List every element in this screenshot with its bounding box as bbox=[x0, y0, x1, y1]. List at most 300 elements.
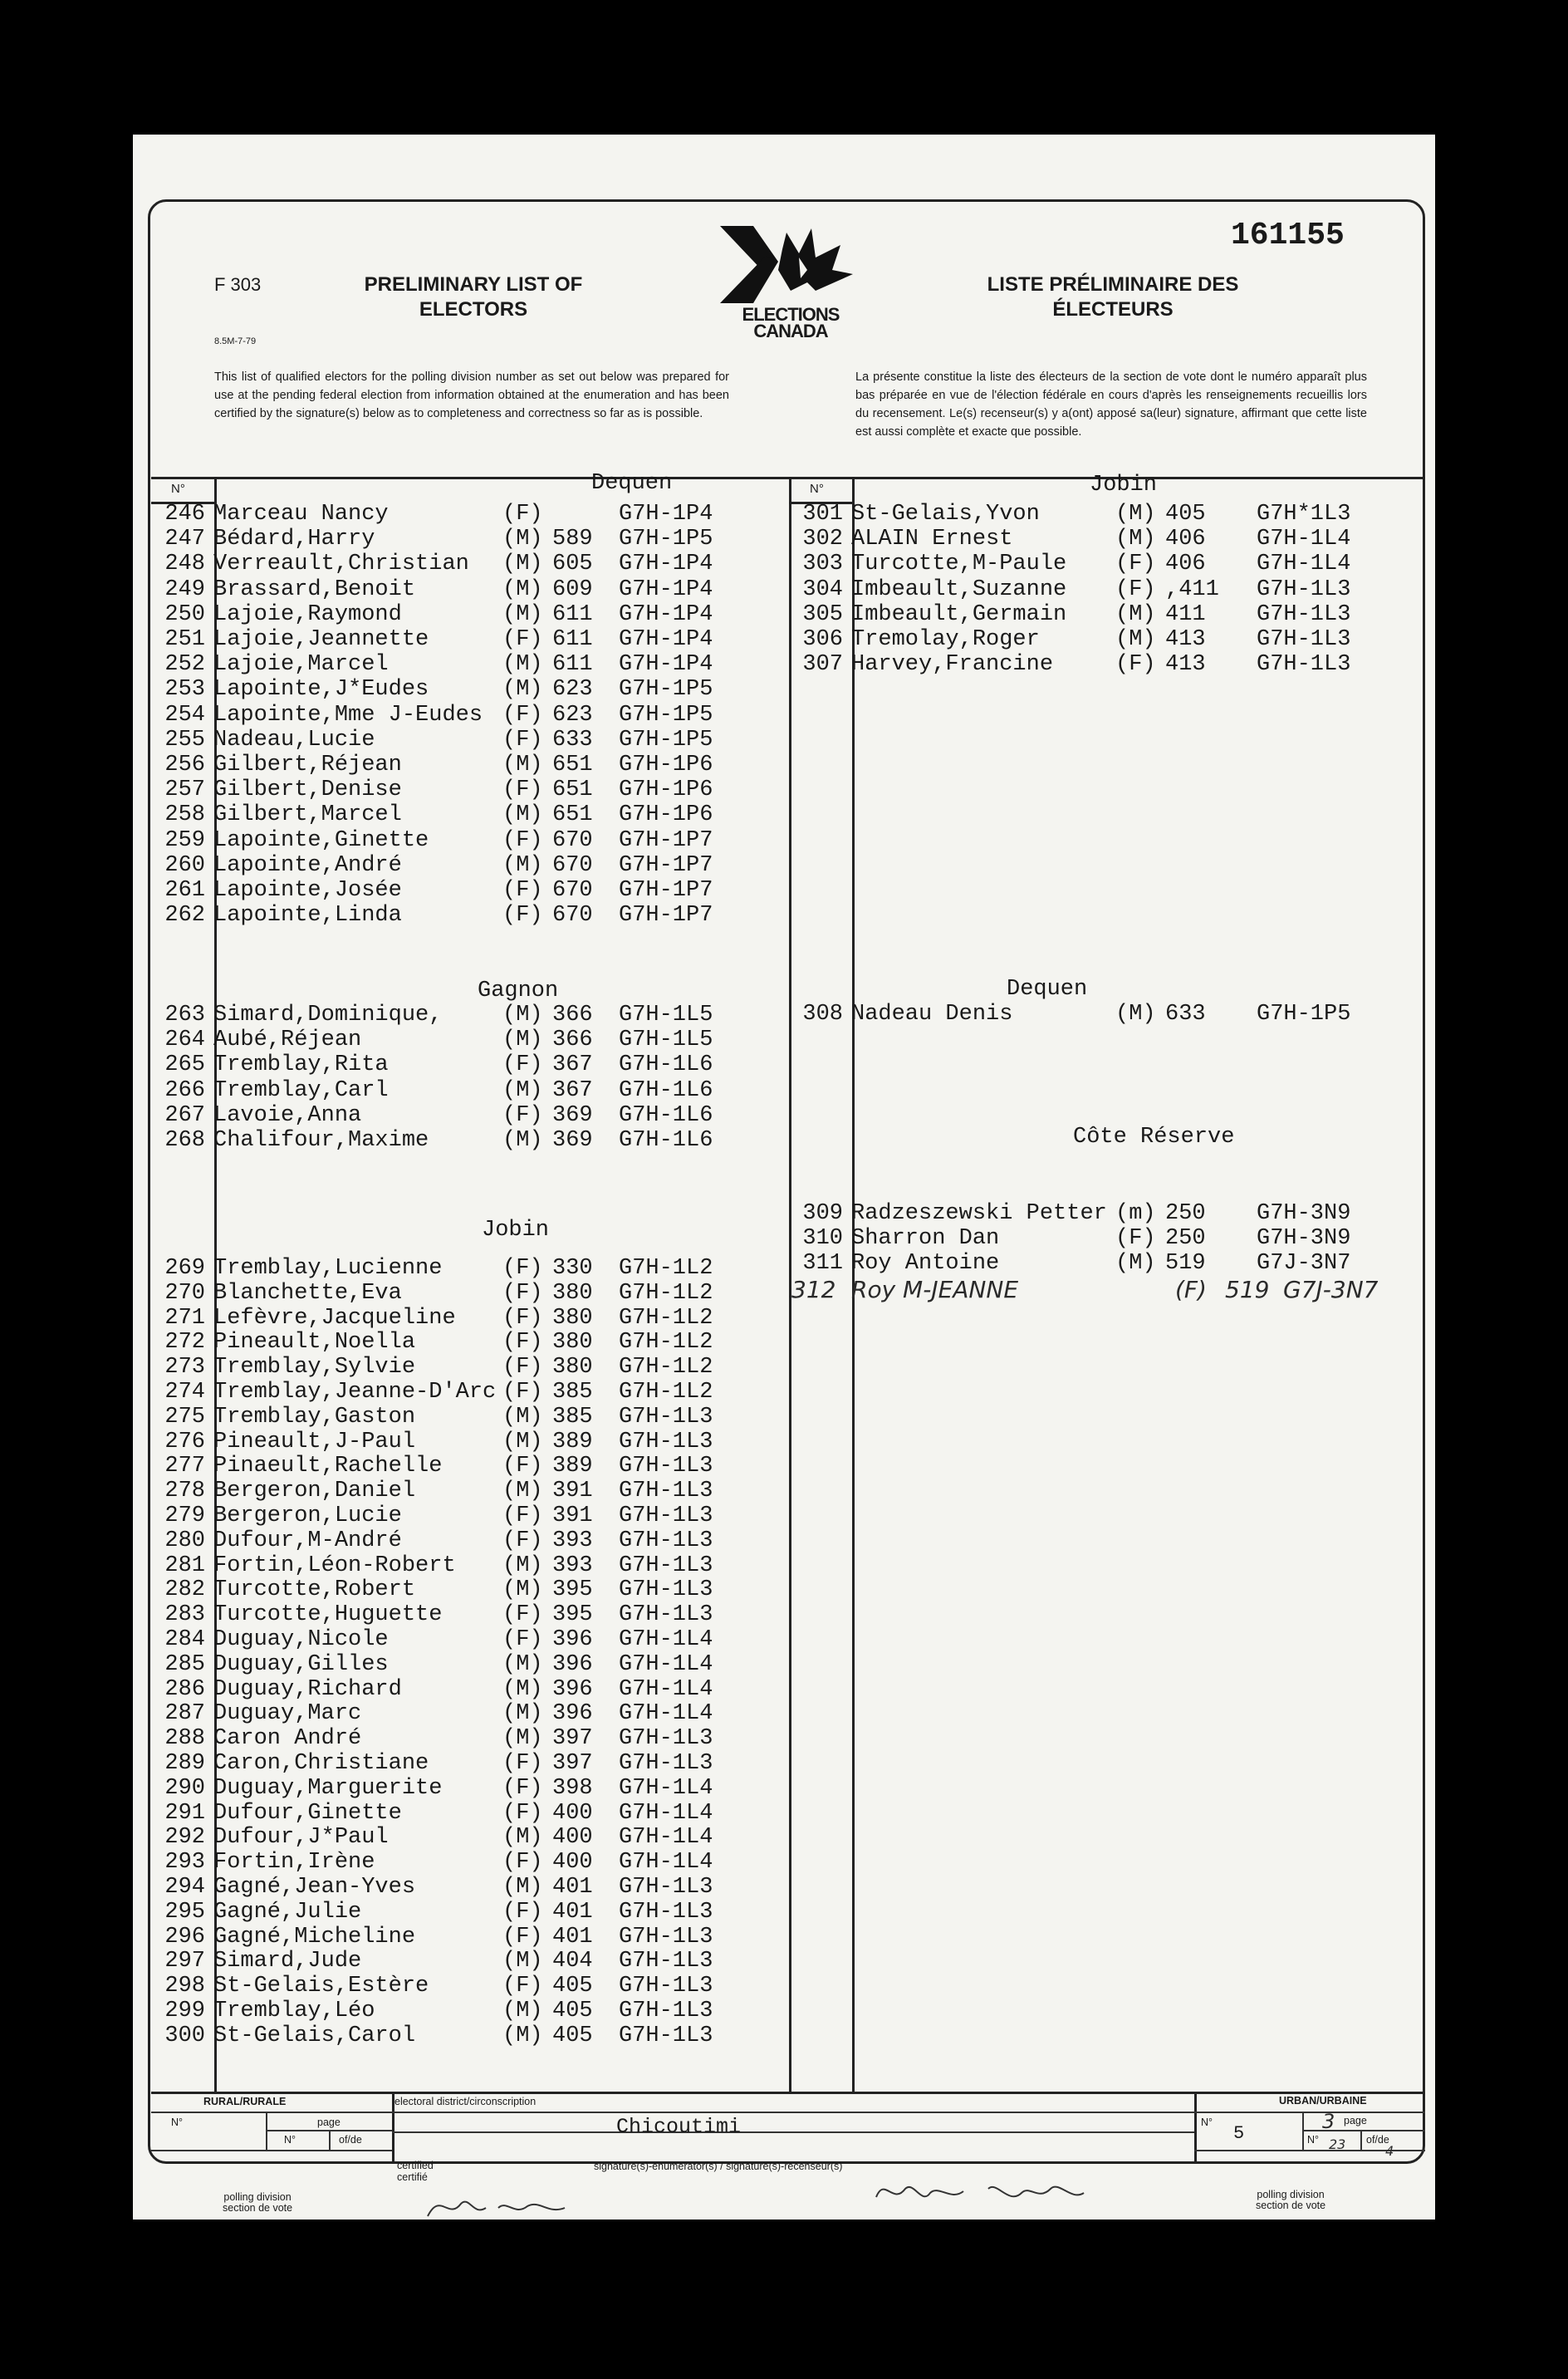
elector-name: Lapointe,Linda bbox=[213, 903, 402, 929]
elector-number: 311 bbox=[802, 1251, 843, 1277]
elector-sex: (M) bbox=[1115, 1002, 1156, 1027]
elector-sex: (F) bbox=[502, 627, 543, 652]
elector-number: 277 bbox=[164, 1454, 205, 1479]
elector-name: Simard,Dominique, bbox=[213, 1003, 443, 1028]
elector-number: 301 bbox=[802, 502, 843, 527]
elector-sex: (F) bbox=[502, 1974, 543, 1999]
elector-sex: (M) bbox=[502, 1077, 543, 1103]
elector-row bbox=[154, 627, 785, 654]
elector-sex: (F) bbox=[502, 727, 543, 753]
elector-row bbox=[154, 527, 785, 553]
elector-row bbox=[154, 1528, 785, 1555]
elector-number: 296 bbox=[164, 1924, 205, 1950]
heading-jobin-left: Jobin bbox=[482, 1218, 550, 1243]
elector-number: 269 bbox=[164, 1256, 205, 1281]
elector-name: Tremolay,Roger bbox=[851, 627, 1040, 652]
elector-row bbox=[154, 1128, 785, 1155]
elector-sex: (M) bbox=[502, 1875, 543, 1900]
elector-postal-code: G7H-1L4 bbox=[619, 1850, 713, 1876]
elector-number: 262 bbox=[164, 903, 205, 929]
elector-address: 401 bbox=[552, 1924, 593, 1950]
elector-number: 275 bbox=[164, 1404, 205, 1430]
elector-row bbox=[154, 1801, 785, 1827]
elector-number: 254 bbox=[164, 702, 205, 728]
rural-polling-division: polling division section de vote bbox=[223, 2191, 293, 2214]
elector-row bbox=[154, 1999, 785, 2025]
elector-postal-code: G7H-1L2 bbox=[619, 1380, 713, 1405]
rural-label: RURAL/RURALE bbox=[203, 2096, 287, 2107]
elector-address: 380 bbox=[552, 1280, 593, 1306]
elector-row bbox=[154, 1602, 785, 1629]
elector-sex: (M) bbox=[502, 527, 543, 552]
heading-dequen-left: Dequen bbox=[591, 471, 673, 496]
elector-sex: (F) bbox=[502, 1627, 543, 1652]
elector-postal-code: G7H-1P5 bbox=[619, 677, 713, 703]
elector-sex: (M) bbox=[1115, 502, 1156, 527]
elector-name: Gilbert,Marcel bbox=[213, 802, 402, 828]
elector-sex: (M) bbox=[502, 1825, 543, 1851]
elector-postal-code: G7H-1P7 bbox=[619, 903, 713, 929]
elector-postal-code: G7H-1P7 bbox=[619, 827, 713, 853]
elector-postal-code: G7H-1L4 bbox=[619, 1701, 713, 1727]
elector-address: 633 bbox=[552, 727, 593, 753]
elector-number: 303 bbox=[802, 552, 843, 577]
elector-sex: (M) bbox=[502, 1552, 543, 1578]
elector-sex: (F) bbox=[502, 1602, 543, 1628]
elector-postal-code: G7H-1L3 bbox=[619, 1875, 713, 1900]
signature-label: signature(s)-enumerator(s) / signature(s)-recenseur(s) bbox=[594, 2161, 843, 2172]
elector-postal-code: G7H-1P5 bbox=[619, 702, 713, 728]
elector-address: 391 bbox=[552, 1479, 593, 1504]
elector-postal-code: G7H-1L3 bbox=[619, 2023, 713, 2048]
urban-label: URBAN/URBAINE bbox=[1279, 2095, 1367, 2107]
elector-address: 397 bbox=[552, 1726, 593, 1752]
elector-number: 290 bbox=[164, 1775, 205, 1801]
elector-number: 283 bbox=[164, 1602, 205, 1628]
elector-sex: (F) bbox=[502, 1528, 543, 1553]
elector-postal-code: G7J-3N7 bbox=[1257, 1251, 1351, 1277]
elector-address: 393 bbox=[552, 1528, 593, 1553]
elector-address: 396 bbox=[552, 1701, 593, 1727]
elector-postal-code: G7H-1L3 bbox=[619, 1924, 713, 1950]
elector-sex: (M) bbox=[502, 753, 543, 777]
elector-sex: (M) bbox=[502, 652, 543, 678]
elections-canada-logo: ELECTIONS CANADA bbox=[708, 224, 874, 341]
elector-name: Tremblay,Sylvie bbox=[213, 1355, 416, 1381]
elector-address: 401 bbox=[552, 1899, 593, 1925]
elector-name: Harvey,Francine bbox=[851, 652, 1054, 678]
elector-name: Tremblay,Gaston bbox=[213, 1404, 416, 1430]
elector-address: 396 bbox=[552, 1627, 593, 1652]
elector-row bbox=[154, 1454, 785, 1480]
elector-number: 272 bbox=[164, 1330, 205, 1356]
elector-name: Brassard,Benoit bbox=[213, 576, 416, 602]
elector-sex: (F) bbox=[502, 1102, 543, 1128]
elector-address: 651 bbox=[552, 802, 593, 828]
no-header-right: N° bbox=[810, 482, 824, 496]
urban-no2-value: 23 bbox=[1329, 2136, 1346, 2152]
elector-sex: (M) bbox=[1115, 1251, 1156, 1277]
elector-postal-code: G7H-1L4 bbox=[1257, 552, 1351, 577]
footer-urban-rule bbox=[1194, 2112, 1425, 2113]
district-value: Chicoutimi bbox=[616, 2115, 742, 2139]
elector-name: Fortin,Léon-Robert bbox=[213, 1552, 456, 1578]
elector-sex: (F) bbox=[502, 1330, 543, 1356]
elector-postal-code: G7H-1L5 bbox=[619, 1003, 713, 1028]
elector-row bbox=[791, 502, 1423, 528]
elector-row bbox=[154, 1281, 785, 1307]
elector-name: Turcotte,Robert bbox=[213, 1577, 416, 1603]
elector-number: 306 bbox=[802, 627, 843, 652]
elector-postal-code: G7H-1L4 bbox=[619, 1800, 713, 1826]
elector-name: Roy Antoine bbox=[851, 1251, 1000, 1277]
title-fr: LISTE PRÉLIMINAIRE DES ÉLECTEURS bbox=[987, 273, 1239, 321]
elector-number: 282 bbox=[164, 1577, 205, 1603]
elector-number: 293 bbox=[164, 1850, 205, 1876]
elector-address: 609 bbox=[552, 576, 593, 602]
elector-row bbox=[154, 1949, 785, 1975]
elector-sex: (F) bbox=[502, 1775, 543, 1801]
elector-name: Duguay,Gilles bbox=[213, 1651, 389, 1677]
elector-address: 605 bbox=[552, 552, 593, 577]
elector-row bbox=[154, 703, 785, 729]
elector-sex: (F) bbox=[502, 1454, 543, 1479]
elector-name: Caron,Christiane bbox=[213, 1751, 429, 1776]
elector-row bbox=[154, 1974, 785, 2000]
elector-row bbox=[791, 1201, 1423, 1228]
elector-row bbox=[154, 828, 785, 855]
elector-postal-code: G7H*1L3 bbox=[1257, 502, 1351, 527]
elector-name: Duguay,Richard bbox=[213, 1676, 402, 1702]
elector-row bbox=[154, 577, 785, 604]
elector-name: Pinaeult,Rachelle bbox=[213, 1454, 443, 1479]
elector-address: 393 bbox=[552, 1552, 593, 1578]
elector-address: 400 bbox=[552, 1850, 593, 1876]
footer-rule-9 bbox=[1360, 2130, 1362, 2150]
elector-row bbox=[154, 1577, 785, 1604]
elector-row bbox=[154, 1850, 785, 1876]
elector-number: 246 bbox=[164, 502, 205, 527]
urban-polling-division: polling division section de vote bbox=[1256, 2189, 1326, 2211]
elector-name: Turcotte,Huguette bbox=[213, 1602, 443, 1628]
elector-address: 611 bbox=[552, 652, 593, 678]
elector-row bbox=[154, 728, 785, 754]
elector-sex: (F) bbox=[502, 1280, 543, 1306]
elector-name: St-Gelais,Carol bbox=[213, 2023, 416, 2048]
elector-row bbox=[154, 753, 785, 779]
elector-row bbox=[154, 1677, 785, 1704]
elector-address: 400 bbox=[552, 1825, 593, 1851]
elector-address: 385 bbox=[552, 1404, 593, 1430]
elector-postal-code: G7H-1L4 bbox=[1257, 527, 1351, 552]
elector-sex: (F) bbox=[1115, 552, 1156, 577]
elector-name: Tremblay,Léo bbox=[213, 1999, 375, 2023]
print-code: 8.5M-7-79 bbox=[214, 336, 257, 346]
elector-postal-code: G7H-1L6 bbox=[619, 1128, 713, 1153]
elector-postal-code: G7H-1P5 bbox=[1257, 1002, 1351, 1027]
elector-number: 259 bbox=[164, 827, 205, 853]
elector-address: 366 bbox=[552, 1028, 593, 1053]
elector-name: Lavoie,Anna bbox=[213, 1102, 362, 1128]
elector-row bbox=[154, 1900, 785, 1926]
elector-address: 366 bbox=[552, 1003, 593, 1028]
elector-name: Turcotte,M-Paule bbox=[851, 552, 1067, 577]
elector-address: 380 bbox=[552, 1305, 593, 1331]
elector-row bbox=[154, 1701, 785, 1728]
elector-sex: (M) bbox=[502, 1479, 543, 1504]
elector-postal-code: G7H-1L4 bbox=[619, 1825, 713, 1851]
elector-sex: (F) bbox=[502, 1751, 543, 1776]
elector-address: 396 bbox=[552, 1651, 593, 1677]
elector-address: 406 bbox=[1165, 527, 1206, 552]
handwritten-entry: 312 Roy M-JEANNE (F) 519 G7J-3N7 bbox=[791, 1276, 1379, 1303]
elector-row bbox=[154, 652, 785, 679]
elector-row bbox=[154, 1256, 785, 1283]
elector-row bbox=[791, 652, 1423, 679]
elector-sex: (F) bbox=[502, 502, 543, 527]
elector-address: 380 bbox=[552, 1355, 593, 1381]
elector-address: 385 bbox=[552, 1380, 593, 1405]
elector-row bbox=[791, 1251, 1423, 1278]
elector-postal-code: G7H-1L4 bbox=[619, 1775, 713, 1801]
rural-of-label: of/de bbox=[339, 2134, 362, 2146]
elector-sex: (F) bbox=[502, 702, 543, 728]
elector-address: 395 bbox=[552, 1602, 593, 1628]
elector-number: 270 bbox=[164, 1280, 205, 1306]
elector-address: 405 bbox=[552, 1999, 593, 2023]
elector-postal-code: G7H-1P4 bbox=[619, 601, 713, 627]
elector-postal-code: G7H-1L3 bbox=[619, 1999, 713, 2023]
elector-number: 252 bbox=[164, 652, 205, 678]
elector-postal-code: G7H-1L3 bbox=[619, 1552, 713, 1578]
elector-number: 299 bbox=[164, 1999, 205, 2023]
elector-postal-code: G7H-1L3 bbox=[619, 1726, 713, 1752]
elector-name: Nadeau,Lucie bbox=[213, 727, 375, 753]
heading-cote-reserve: Côte Réserve bbox=[1073, 1125, 1235, 1150]
elector-postal-code: G7H-1L6 bbox=[619, 1077, 713, 1103]
elector-postal-code: G7H-1L3 bbox=[1257, 601, 1351, 627]
elector-name: Simard,Jude bbox=[213, 1949, 362, 1974]
footer-rule-12 bbox=[392, 2131, 1194, 2133]
elector-address: 395 bbox=[552, 1577, 593, 1603]
elector-row bbox=[791, 577, 1423, 604]
elector-address: 330 bbox=[552, 1256, 593, 1281]
elector-row bbox=[154, 802, 785, 829]
elector-address: 651 bbox=[552, 777, 593, 803]
elector-address: 250 bbox=[1165, 1226, 1206, 1252]
elector-sex: (M) bbox=[502, 852, 543, 878]
elector-postal-code: G7H-1L3 bbox=[619, 1751, 713, 1776]
elector-name: Gagné,Jean-Yves bbox=[213, 1875, 416, 1900]
elector-number: 281 bbox=[164, 1552, 205, 1578]
elector-sex: (M) bbox=[502, 1726, 543, 1752]
elector-name: Blanchette,Eva bbox=[213, 1280, 402, 1306]
elector-row bbox=[791, 627, 1423, 654]
elector-number: 257 bbox=[164, 777, 205, 803]
elector-address: 413 bbox=[1165, 627, 1206, 652]
elector-sex: (M) bbox=[1115, 601, 1156, 627]
heading-jobin-right: Jobin bbox=[1090, 473, 1158, 498]
urban-no2-label: N° bbox=[1307, 2134, 1320, 2146]
elector-number: 263 bbox=[164, 1003, 205, 1028]
elector-address: 369 bbox=[552, 1128, 593, 1153]
elector-address: 389 bbox=[552, 1429, 593, 1454]
elector-number: 248 bbox=[164, 552, 205, 577]
elector-row bbox=[154, 677, 785, 704]
elector-postal-code: G7H-1L3 bbox=[1257, 576, 1351, 602]
elector-name: Duguay,Marc bbox=[213, 1701, 362, 1727]
elector-postal-code: G7H-1P6 bbox=[619, 802, 713, 828]
elector-name: Sharron Dan bbox=[851, 1226, 1000, 1252]
signature-1 bbox=[424, 2183, 590, 2224]
elector-postal-code: G7H-1L3 bbox=[619, 1899, 713, 1925]
elector-number: 279 bbox=[164, 1503, 205, 1528]
elector-sex: (F) bbox=[502, 1380, 543, 1405]
elector-address: 404 bbox=[552, 1949, 593, 1974]
elector-sex: (M) bbox=[502, 601, 543, 627]
rural-no2-label: N° bbox=[284, 2134, 296, 2146]
elector-sex: (M) bbox=[502, 576, 543, 602]
elector-number: 276 bbox=[164, 1429, 205, 1454]
elector-address: 589 bbox=[552, 527, 593, 552]
elector-address: 389 bbox=[552, 1454, 593, 1479]
elector-postal-code: G7H-1P6 bbox=[619, 777, 713, 803]
elector-sex: (F) bbox=[1115, 652, 1156, 678]
elector-postal-code: G7H-1P5 bbox=[619, 727, 713, 753]
elector-number: 307 bbox=[802, 652, 843, 678]
certified-label: certified certifié bbox=[397, 2160, 434, 2183]
elector-number: 309 bbox=[802, 1201, 843, 1226]
elector-name: Tremblay,Jeanne-D'Arc bbox=[213, 1380, 497, 1405]
elector-name: Bergeron,Daniel bbox=[213, 1479, 416, 1504]
elector-name: Chalifour,Maxime bbox=[213, 1128, 429, 1153]
elector-number: 266 bbox=[164, 1077, 205, 1103]
elector-row bbox=[791, 1002, 1423, 1028]
elector-address: 611 bbox=[552, 627, 593, 652]
elector-number: 264 bbox=[164, 1028, 205, 1053]
elector-number: 284 bbox=[164, 1627, 205, 1652]
elector-row bbox=[154, 777, 785, 804]
urban-of-label: of/de bbox=[1366, 2134, 1389, 2146]
rural-no-label: N° bbox=[171, 2117, 184, 2128]
elector-sex: (F) bbox=[502, 903, 543, 929]
elector-name: Lajoie,Marcel bbox=[213, 652, 389, 678]
elector-name: Lapointe,Ginette bbox=[213, 827, 429, 853]
elector-sex: (F) bbox=[1115, 576, 1156, 602]
elector-name: St-Gelais,Yvon bbox=[851, 502, 1040, 527]
elector-address: 400 bbox=[552, 1800, 593, 1826]
elector-sex: (M) bbox=[502, 1577, 543, 1603]
elector-address: 250 bbox=[1165, 1201, 1206, 1226]
elector-name: Duguay,Marguerite bbox=[213, 1775, 443, 1801]
elector-number: 286 bbox=[164, 1676, 205, 1702]
elector-address: 670 bbox=[552, 878, 593, 903]
elector-sex: (F) bbox=[502, 1305, 543, 1331]
elector-name: Lajoie,Raymond bbox=[213, 601, 402, 627]
elector-sex: (M) bbox=[1115, 527, 1156, 552]
elector-number: 251 bbox=[164, 627, 205, 652]
elector-name: St-Gelais,Estère bbox=[213, 1974, 429, 1999]
elector-address: 413 bbox=[1165, 652, 1206, 678]
elector-postal-code: G7H-1L3 bbox=[619, 1429, 713, 1454]
elector-sex: (M) bbox=[502, 802, 543, 828]
elector-number: 288 bbox=[164, 1726, 205, 1752]
elector-postal-code: G7H-1L2 bbox=[619, 1355, 713, 1381]
elector-row bbox=[791, 602, 1423, 629]
elector-sex: (M) bbox=[502, 1999, 543, 2023]
elector-sex: (m) bbox=[1115, 1201, 1156, 1226]
elector-address: 405 bbox=[1165, 502, 1206, 527]
elector-number: 308 bbox=[802, 1002, 843, 1027]
elector-postal-code: G7H-1L6 bbox=[619, 1052, 713, 1078]
elector-postal-code: G7H-1L4 bbox=[619, 1627, 713, 1652]
no-header-left: N° bbox=[171, 482, 185, 496]
form-code: F 303 bbox=[214, 274, 262, 295]
elector-address: 405 bbox=[552, 1974, 593, 1999]
elector-name: Bédard,Harry bbox=[213, 527, 375, 552]
serial-number: 161155 bbox=[1231, 218, 1345, 253]
elector-postal-code: G7H-1P6 bbox=[619, 753, 713, 777]
elector-postal-code: G7H-1L3 bbox=[619, 1404, 713, 1430]
elector-number: 280 bbox=[164, 1528, 205, 1553]
elector-sex: (M) bbox=[502, 1701, 543, 1727]
elector-name: Pineault,Noella bbox=[213, 1330, 416, 1356]
elector-number: 291 bbox=[164, 1800, 205, 1826]
elector-row bbox=[791, 1226, 1423, 1253]
elector-row bbox=[154, 502, 785, 528]
elector-row bbox=[154, 1925, 785, 1951]
elector-postal-code: G7H-1L3 bbox=[619, 1602, 713, 1628]
elector-postal-code: G7H-1L3 bbox=[619, 1974, 713, 1999]
elector-sex: (F) bbox=[502, 1256, 543, 1281]
elector-postal-code: G7H-1L3 bbox=[619, 1528, 713, 1553]
signature-2 bbox=[872, 2168, 1088, 2218]
elector-sex: (M) bbox=[502, 1676, 543, 1702]
elector-name: Pineault,J-Paul bbox=[213, 1429, 416, 1454]
elector-row bbox=[154, 1330, 785, 1356]
elector-name: Tremblay,Rita bbox=[213, 1052, 389, 1078]
elector-name: Gagné,Micheline bbox=[213, 1924, 416, 1950]
elector-number: 297 bbox=[164, 1949, 205, 1974]
elector-postal-code: G7H-1L3 bbox=[619, 1479, 713, 1504]
elector-address: 611 bbox=[552, 601, 593, 627]
elector-address: 391 bbox=[552, 1503, 593, 1528]
elector-number: 267 bbox=[164, 1102, 205, 1128]
elector-row bbox=[154, 552, 785, 578]
elector-name: Imbeault,Germain bbox=[851, 601, 1067, 627]
elector-address: 670 bbox=[552, 827, 593, 853]
elector-row bbox=[154, 1078, 785, 1105]
elector-number: 278 bbox=[164, 1479, 205, 1504]
elector-number: 250 bbox=[164, 601, 205, 627]
elector-postal-code: G7H-1L3 bbox=[619, 1503, 713, 1528]
elector-name: Bergeron,Lucie bbox=[213, 1503, 402, 1528]
elector-address: 367 bbox=[552, 1052, 593, 1078]
elector-number: 249 bbox=[164, 576, 205, 602]
elector-sex: (M) bbox=[502, 677, 543, 703]
elector-sex: (F) bbox=[502, 827, 543, 853]
elector-name: Lefèvre,Jacqueline bbox=[213, 1305, 456, 1331]
elector-name: Marceau Nancy bbox=[213, 502, 389, 527]
elector-address: 396 bbox=[552, 1676, 593, 1702]
elector-row bbox=[154, 1003, 785, 1029]
elector-row bbox=[154, 1355, 785, 1381]
elector-name: Lapointe,André bbox=[213, 852, 402, 878]
elector-sex: (M) bbox=[1115, 627, 1156, 652]
elector-address: 623 bbox=[552, 702, 593, 728]
elector-name: Duguay,Nicole bbox=[213, 1627, 389, 1652]
elector-row bbox=[154, 1028, 785, 1054]
